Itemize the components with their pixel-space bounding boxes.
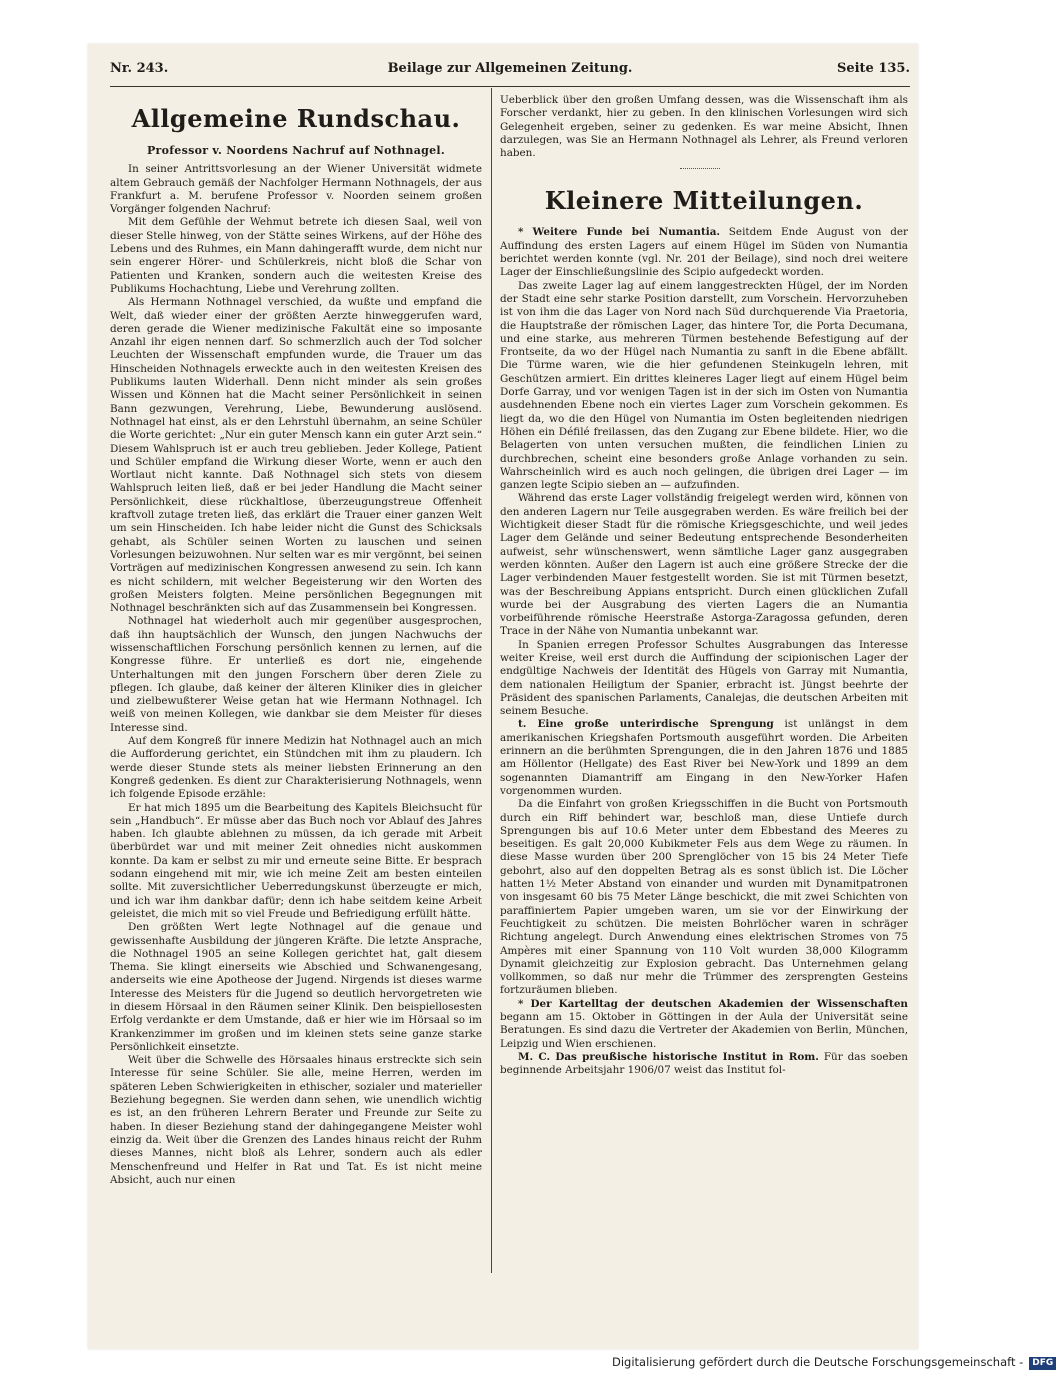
news-item: [500, 798, 908, 997]
news-item-text: Während das erste Lager vollständig freigelegt werden wird, können von den anderen Lagern nur Teile ausgegraben werden. Es wäre freilich bei der Wichtigkeit dieser Stadt für die römische Kriegsgeschichte, und weil jedes Lager dem Gelände und seiner Bedeutung entsprechende Besonderheiten aufweist, sehr wünschenswert, wenn sämtliche Lager ganz ausgegraben werden könnten. Außer den Lagern ist auch eine größere Strecke der die Lager verbindenden Mauer festgestellt worden. Sie ist mit Türmen besetzt, was der Beschreibung Appians entspricht. Durch einen glücklichen Zufall wurde bei der Ausgrabung des vierten Lagers die an Numantia vorbeiführende römische Heerstraße Astorga-Zaragossa gefunden, deren Trace in der Nähe von Numantia unbekannt war.: [500, 492, 908, 638]
news-item-text: Da die Einfahrt von großen Kriegsschiffen in die Bucht von Portsmouth durch ein Riff behindert war, beschloß man, diese Untiefe durch Sprengungen bis auf 10.6 Meter unter dem Ebbestand des Meeres zu beseitigen. Es galt 20,000 Kubikmeter Fels aus dem Wege zu räumen. In diese Masse wurden über 200 Sprenglöcher von 15 bis 24 Meter Tiefe gebohrt, also auf den doppelten Betrag als es sonst üblich ist. Die Löcher hatten 1½ Meter Abstand von einander und wurden mit Dynamitpatronen von insgesamt 60 bis 75 Meter Länge beschickt, die mit zwei Schichten von paraffiniertem Papier umgeben waren, um sie vor der Einwirkung der Feuchtigkeit zu schützen. Die meisten Bohrlöcher waren in schräger Richtung angelegt. Durch Anwendung eines elektrischen Stromes von 75 Ampères mit einer Spannung von 110 Volt wurden 38,000 Kilogramm Dynamit gleichzeitig zur Explosion gebracht. Das Unternehmen gelang vollkommen, so daß nur mehr die Trümmer des zersprengten Gesteins fortzuräumen blieben.: [500, 798, 908, 997]
news-item: [500, 1051, 908, 1078]
credit-text: Digitalisierung gefördert durch die Deutsche Forschungsgemeinschaft -: [612, 1355, 1024, 1369]
paragraph: Er hat mich 1895 um die Bearbeitung des Kapitels Bleichsucht für sein „Handbuch“. Er müsse aber das Buch noch vor Ablauf des Jahres haben. Ich glaubte ablehnen zu müssen, da ich gerade mit Arbeit überbürdet war und mit meiner Zeit ohnedies nicht auskommen konnte. Da kam er selbst zu mir und erneute seine Bitte. Er besprach sodann eingehend mit mir, wie ich meine Zeit am besten einteilen sollte. Mit zuversichtlicher Ueberredungskunst überzeugte er mich, und ich war ihm dankbar dafür; denn ich habe seitdem keine Arbeit geleistet, die mich mit so viel Freude und Befriedigung erfüllt hätte.: [110, 801, 482, 920]
news-item-heading: M. C. Das preußische historische Institut in Rom.: [518, 1050, 819, 1063]
paragraph: In seiner Antrittsvorlesung an der Wiener Universität widmete altem Gebrauch gemäß der Nachfolger Hermann Nothnagels, der aus Frankfurt a. M. berufene Professor v. Noorden seinem großen Vorgänger folgenden Nachruf:: [110, 163, 482, 216]
running-head: [110, 56, 910, 87]
news-item-text: Für das soeben beginnende Arbeitsjahr 1906/07 weist das Institut fol-: [500, 1050, 908, 1077]
news-item-text: ist unlängst in dem amerikanischen Kriegshafen Portsmouth ausgeführt worden. Die Arbeiten erinnern an die berühmten Sprengungen, die in den Jahren 1876 und 1885 am Höllentor (Hellgate) des East River bei New-York und 1899 an dem sogenannten Diamantriff am Eingang in den New-Yorker Hafen vorgenommen wurden.: [500, 718, 908, 797]
news-item: [500, 492, 908, 638]
news-item-text: Das zweite Lager lag auf einem langgestreckten Hügel, der im Norden der Stadt eine sehr starke Position darstellt, zum Vorschein. Hervorzuheben ist von ihm die das Lager von Nord nach Süd durchquerende Via Praetoria, die Hauptstraße der römischen Lager, das hintere Tor, die Porta Decumana, und eine starke, aus mehreren Türmen bestehende Befestigung auf der Frontseite, da wo der Hügel nach Numantia zu sanft in die Ebene abfällt. Die Türme waren, wie die hier gefundenen Steinkugeln lehren, mit Geschützen armiert. Ein drittes kleineres Lager liegt auf einem Hügel beim Dorfe Garray, und vor wenigen Tagen ist in der sich im Osten von Numantia ausdehnenden Ebene noch ein viertes Lager zum Vorschein gekommen. Es liegt da, wo die den Hügel von Numantia im Osten begleitenden niedrigen Höhen ein Défilé freilassen, das den Zugang zur Ebene bildete. Hier, wo die Belagerten von unten versuchen mußten, die feindlichen Linien zu durchbrechen, scheint eine besonders große Anlage vorhanden zu sein. Wahrscheinlich wird es auch noch gelingen, die übrigen drei Lager — im ganzen legte Scipio sieben an — aufzufinden.: [500, 279, 908, 492]
section-title-rundschau: Allgemeine Rundschau.: [131, 104, 461, 133]
issue-number: Nr. 243.: [110, 61, 169, 76]
section-title-mitteilungen: Kleinere Mitteilungen.: [544, 186, 864, 216]
dfg-logo-icon: DFG: [1029, 1357, 1056, 1370]
section-separator: [500, 160, 908, 176]
paragraph: Den größten Wert legte Nothnagel auf die genaue und gewissenhafte Ausbildung der jüngeren Kräfte. Die letzte Ansprache, die Nothnagel 1905 an seine Kollegen gerichtet hat, galt diesem Thema. Sie klingt einerseits wie Abschied und Schwanengesang, anderseits wie eine Apotheose der Jugend. Nirgends ist dieses warme Interesse des Meisters für die Jugend so deutlich hervorgetreten wie in diesem Hörsaal in den Räumen seiner Klinik. Den beispiellosesten Erfolg verdankte er dem Umstande, daß er hier wie im Hörsaal so im Krankenzimmer im großen und im kleinen stets seine ganze starke Persönlichkeit einsetzte.: [110, 921, 482, 1053]
paragraph: Weit über die Schwelle des Hörsaales hinaus erstreckte sich sein Interesse für seine Schüler. Sie alle, meine Herren, werden im späteren Leben Schwierigkeiten in ethischer, sozialer und materieller Beziehung begegnen. Sie werden dann sehen, wie unendlich wichtig es ist, an den früheren Lehrern Berater und Freunde zur Seite zu haben. In dieser Beziehung stand der dahingegangene Meister wohl einzig da. Weit über die Grenzen des Landes hinaus reicht der Ruhm dieses Mannes, nicht bloß als Lehrer, sondern auch als edler Menschenfreund und Helfer in Rat und Tat. Es ist nicht meine Absicht, auch nur einen: [110, 1054, 482, 1186]
paragraph: Nothnagel hat wiederholt auch mir gegenüber ausgesprochen, daß ihn hauptsächlich der Wunsch, den jungen Nachwuchs der wissenschaftlichen Forschung persönlich kennen zu lernen, auf die Kongresse führe. Er unterließ es dort nie, eingehende Unterhaltungen mit den jungen Forschern über deren Ziele zu pflegen. Ich glaube, daß keiner der älteren Kliniker dies in gleicher und zielbewußterer Weise getan hat wie Hermann Nothnagel. Ich weiß von meinen Kollegen, wie dankbar sie dem Meister für dieses Interesse sind.: [110, 615, 482, 734]
news-item: [500, 226, 908, 279]
news-item: [500, 639, 908, 719]
continuation-paragraph: Ueberblick über den großen Umfang dessen, was die Wissenschaft ihm als Forscher verdankt, hier zu geben. In den klinischen Vorlesungen wird sich Gelegenheit ergeben, seiner zu gedenken. Es war meine Absicht, Ihnen darzulegen, was Sie an Hermann Nothnagel als Lehrer, als Freund verloren haben.: [500, 94, 908, 160]
column-divider: [491, 88, 492, 1273]
article-title: Professor v. Noordens Nachruf auf Nothnagel.: [146, 144, 446, 157]
news-item-text: Seitdem Ende August von der Auffindung des ersten Lagers auf einem Hügel im Süden von Numantia berichtet werden konnte (vgl. Nr. 201 der Beilage), sind noch drei weitere Lager der Einschließungslinie des Scipio aufgedeckt worden.: [500, 226, 908, 279]
news-item: [500, 718, 908, 798]
news-item: [500, 280, 908, 493]
supplement-title: Beilage zur Allgemeinen Zeitung.: [387, 61, 633, 76]
page-number: Seite 135.: [836, 61, 910, 76]
left-column: [110, 94, 482, 1274]
paragraph: Auf dem Kongreß für innere Medizin hat Nothnagel auch an mich die Aufforderung gerichtet, ein Stündchen mit ihm zu plaudern. Ich werde dieser Stunde stets als meiner liebsten Erinnerung an den Kongreß gedenken. Es dient zur Charakterisierung Nothnagels, wenn ich folgende Episode erzähle:: [110, 735, 482, 801]
news-item-heading: * Der Kartelltag der deutschen Akademien der Wissenschaften: [518, 997, 908, 1010]
news-item-heading: * Weitere Funde bei Numantia.: [518, 226, 721, 239]
paragraph: Mit dem Gefühle der Wehmut betrete ich diesen Saal, weil von dieser Stelle hinweg, von der Stätte seines Wirkens, auf der Höhe des Lebens und des Ruhmes, ein Mann dahingerafft wurde, dem nicht nur sein engerer Hörer- und Schülerkreis, nicht bloß die Schar von Patienten und Kranken, sondern auch die weitesten Kreise des Publikums Hochachtung, Liebe und Verehrung zollten.: [110, 216, 482, 295]
news-item-heading: t. Eine große unterirdische Sprengung: [518, 718, 774, 731]
digitization-credit: [612, 1355, 1054, 1371]
news-item: [500, 998, 908, 1051]
news-item-text: In Spanien erregen Professor Schultes Ausgrabungen das Interesse weiter Kreise, weil erst durch die Auffindung der scipionischen Lager der endgültige Nachweis der Identität des Hügels von Garray mit Numantia, dem nationalen Heiligtum der Spanier, erbracht ist. Jüngst beehrte der Präsident des spanischen Parlaments, Canalejas, die deutschen Arbeiten mit seinem Besuche.: [500, 638, 908, 718]
news-item-text: begann am 15. Oktober in Göttingen in der Aula der Universität seine Beratungen. Es sind dazu die Vertreter der Akademien von Berlin, München, Leipzig und Wien erschienen.: [500, 1011, 908, 1050]
paragraph: Als Hermann Nothnagel verschied, da wußte und empfand die Welt, daß wieder einer der größten Aerzte hinweggerufen ward, deren gerade die Wiener medizinische Fakultät eine so imposante Anzahl ihr eigen nennen darf. So schmerzlich auch der Tod solcher Leuchten der Wissenschaft empfunden wurde, die Trauer um das Hinscheiden Nothnagels erweckte auch in den weitesten Kreisen des Publikums lauten Widerhall. Denn nicht minder als sein großes Wissen und Können hat die Macht seiner Persönlichkeit in seinen Bann gezwungen, Verehrung, Liebe, Bewunderung auslösend. Nothnagel hat einst, als er den Lehrstuhl übernahm, an seine Schüler die Worte gerichtet: „Nur ein guter Mensch kann ein guter Arzt sein.“ Diesem Wahlspruch ist er auch treu geblieben. Jeder Kollege, Patient und Schüler empfand die Wirkung dieser Worte, wenn er auch den Wortlaut nicht kannte. Daß Nothnagel sich stets von diesem Wahlspruch leiten ließ, daß er bei jeder Handlung die Macht seiner Persönlichkeit, diese rückhaltlose, überzeugungstreue Offenheit kraftvoll zutage treten ließ, das erklärt die Trauer einer ganzen Welt um sein Hinscheiden. Ich habe leider nicht die Gunst des Schicksals gehabt, als Schüler seinen Worten zu lauschen und seinen Vorlesungen beizuwohnen. Nur selten war es mir vergönnt, bei seinen Vorträgen auf medizinischen Kongressen anwesend zu sein. Ich kann es nicht schildern, mit welcher Begeisterung wir den Worten des großen Meisters folgten. Meine persönlichen Begegnungen mit Nothnagel beschränkten sich auf das Zusammensein bei Kongressen.: [110, 296, 482, 615]
right-column: [500, 94, 908, 1274]
